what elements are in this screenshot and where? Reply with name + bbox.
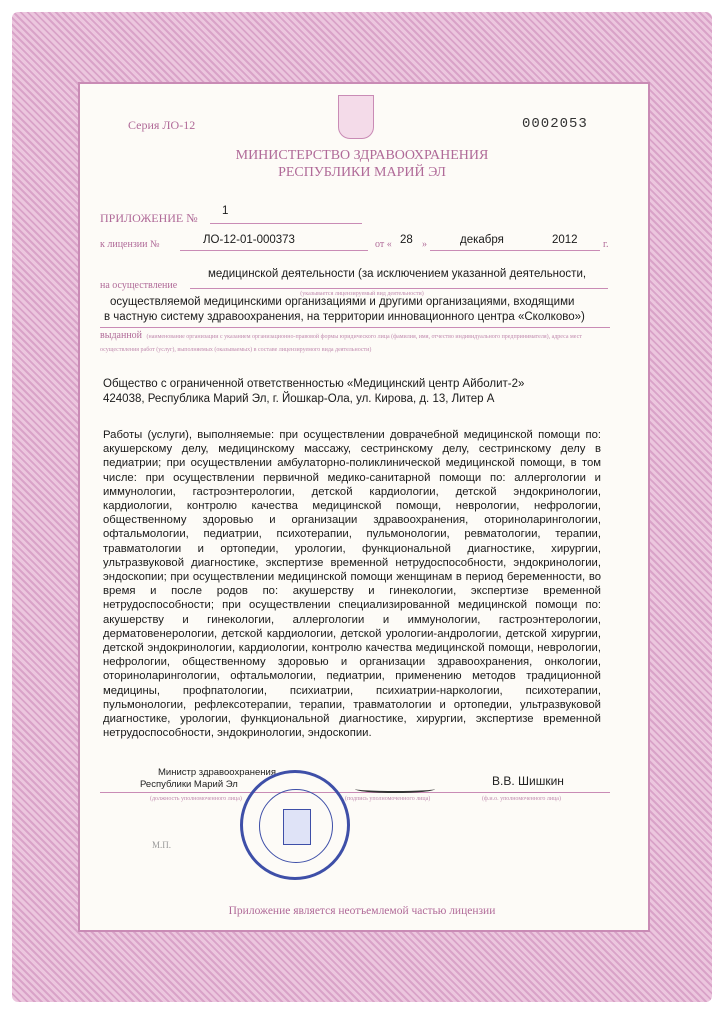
activity-line-3: в частную систему здравоохранения, на территории инновационного центра «Сколково») bbox=[104, 311, 585, 323]
appendix-number: 1 bbox=[222, 205, 229, 217]
organization-name: Общество с ограниченной ответственностью «Медицинский центр Айболит-2» bbox=[103, 378, 525, 390]
ministry-title-2: РЕСПУБЛИКИ МАРИЙ ЭЛ bbox=[278, 165, 446, 180]
works-list: Работы (услуги), выполняемые: при осуществлении доврачебной медицинской помощи по: акушерскому делу, медицинскому массажу, сестринскому делу, сестринскому делу в педиатрии; при осуществлении амбулаторно-поликлинической медицинской помощи, в том числе: при осуществлении первичной медико-санитарной помощи по: аллергологии и иммунологии, гастроэнтерологии, детской кардиологии, детской эндокринологии, кардиологии, контролю качества медицинской помощи, неврологии, нефрологии, общественному здоровью и организации здравоохранения, оториноларингологии, офтальмологии, педиатрии, психотерапии, пульмонологии, ревматологии, терапии, травматологии и ортопедии, урологии, функциональной диагностике, хирургии, ультразвуковой диагностике, экспертизе временной нетрудоспособности, эндокринологии, эндоскопии; при осуществлении медицинской помощи женщинам в период беременности, во время и после родов по: акушерству и гинекологии, экспертизе временной нетрудоспособности; при осуществлении специализированной медицинской помощи по: акушерству и гинекологии, аллергологии и иммунологии, гастроэнтерологии, дерматовенерологии, детской кардиологии, детской урологии-андрологии, детской хирургии, детской эндокринологии, кардиологии, контролю качества медицинской помощи, неврологии, нефрологии, общественному здоровью и организации здравоохранения, онкологии, оториноларингологии, офтальмологии, педиатрии, применению методов традиционной медицины, профпатологии, психиатрии, психиатрии-наркологии, психотерапии, пульмонологии, рефлексотерапии, терапии, травматологии и ортопедии, ультразвуковой диагностике, урологии, функциональной диагностике, хирургии, экспертизе временной нетрудоспособности, эндокринологии, эндоскопии. bbox=[103, 429, 601, 740]
license-number: ЛО-12-01-000373 bbox=[203, 234, 295, 246]
issued-block bbox=[100, 329, 610, 355]
series: Серия ЛО-12 bbox=[128, 118, 196, 132]
license-day: 28 bbox=[400, 234, 413, 246]
issued-hint: (наименование организации с указанием организационно-правовой формы юридического лица (фамилия, имя, отчество индивидуального предпринимателя), адреса мест осуществления работ (услуг), выполняемых (оказываемых) в составе лицензируемого вида деятельности) bbox=[100, 334, 582, 353]
activity-line-1: медицинской деятельности (за исключением указанной деятельности, bbox=[208, 268, 587, 280]
signature bbox=[355, 785, 435, 793]
close-quote: » bbox=[422, 239, 427, 250]
from-label: от « bbox=[375, 239, 392, 250]
activity-line-2: осуществляемой медицинскими организациями и другими организациями, входящими bbox=[110, 296, 575, 308]
name-hint: (ф.и.о. уполномоченного лица) bbox=[482, 796, 561, 802]
form-number: 0002053 bbox=[522, 116, 588, 132]
license-label: к лицензии № bbox=[100, 239, 160, 250]
coat-of-arms-icon bbox=[338, 95, 374, 139]
license-year: 2012 bbox=[552, 234, 578, 246]
appendix-label: ПРИЛОЖЕНИЕ № bbox=[100, 211, 198, 225]
year-suffix: г. bbox=[603, 239, 609, 250]
signature-hint: (подпись уполномоченного лица) bbox=[345, 796, 431, 802]
position-hint: (должность уполномоченного лица) bbox=[150, 796, 242, 802]
signer-position-2: Республики Марий Эл bbox=[140, 779, 238, 790]
signer-name: В.В. Шишкин bbox=[492, 774, 564, 788]
activity-hint: (указывается лицензируемый вид деятельности) bbox=[300, 291, 424, 297]
issued-label: выданной bbox=[100, 330, 143, 341]
signer-position-1: Министр здравоохранения bbox=[158, 767, 276, 778]
footer-note: Приложение является неотъемлемой частью лицензии bbox=[228, 905, 496, 917]
official-seal bbox=[240, 770, 350, 880]
ministry-title-1: МИНИСТЕРСТВО ЗДРАВООХРАНЕНИЯ bbox=[235, 148, 489, 163]
activity-label: на осуществление bbox=[100, 280, 178, 291]
license-month: декабря bbox=[460, 234, 504, 246]
seal-place: М.П. bbox=[152, 840, 172, 850]
organization-address: 424038, Республика Марий Эл, г. Йошкар-Ола, ул. Кирова, д. 13, Литер А bbox=[103, 393, 495, 405]
